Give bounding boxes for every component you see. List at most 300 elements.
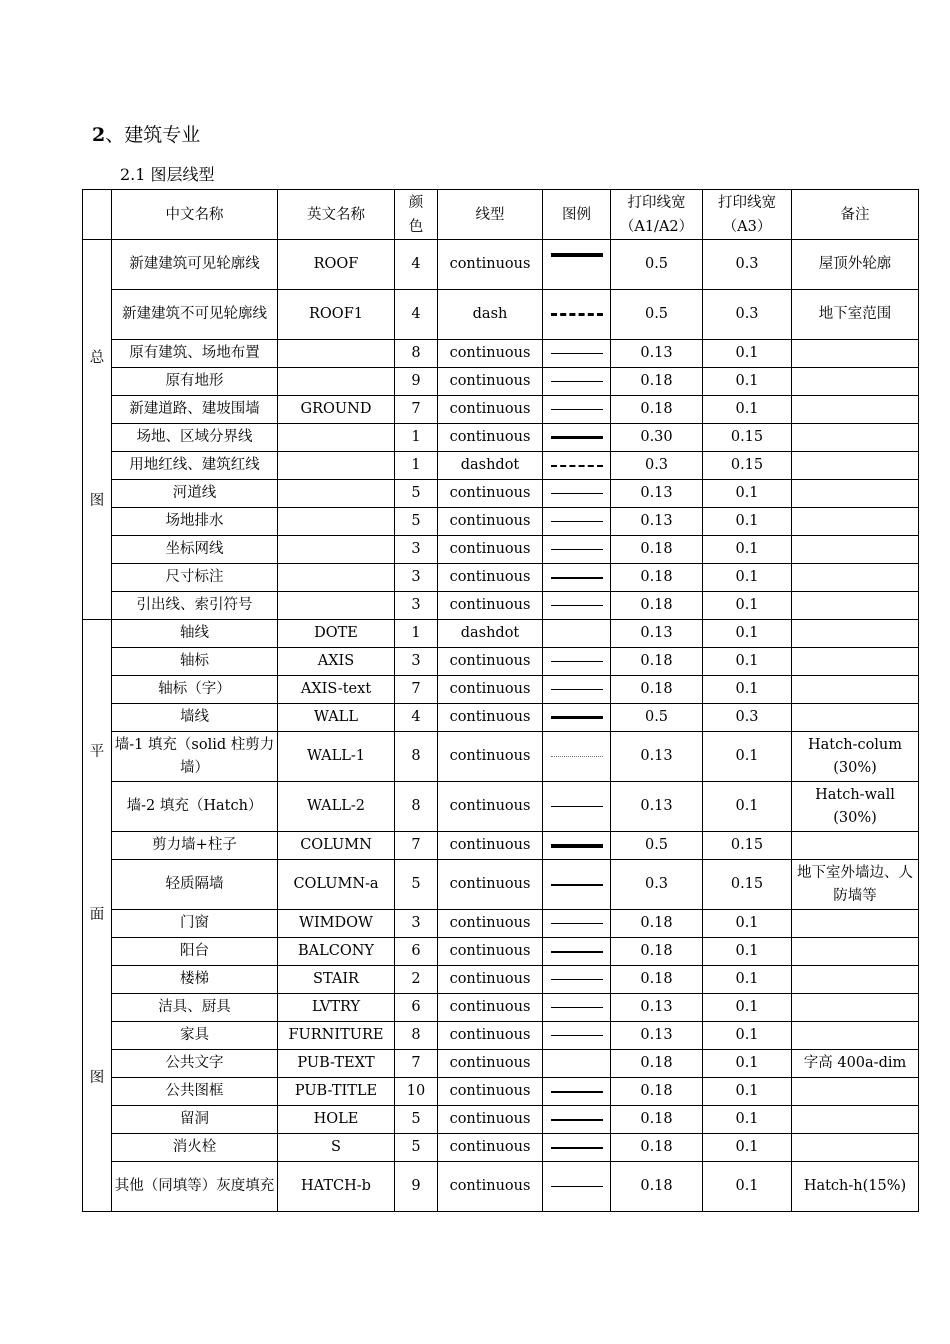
subsection-heading: 2.1 图层线型 [120, 165, 215, 184]
cell-legend [543, 910, 611, 938]
table-row [83, 1078, 919, 1106]
cell-legend [543, 832, 611, 860]
cell-note [792, 620, 919, 648]
cell-cn-name: 门窗 [112, 910, 278, 938]
cell-cn-name: 轴标 [112, 648, 278, 676]
cell-print-a1: 0.5 [611, 240, 703, 290]
cell-print-a1: 0.5 [611, 832, 703, 860]
cell-linetype: continuous [438, 648, 543, 676]
cell-cn-name: 轴标（字） [112, 676, 278, 704]
cell-print-a1: 0.18 [611, 1078, 703, 1106]
cell-linetype: continuous [438, 1078, 543, 1106]
cell-print-a1: 0.18 [611, 1162, 703, 1212]
table-row [83, 1050, 919, 1078]
cell-linetype: continuous [438, 966, 543, 994]
table-row [83, 1134, 919, 1162]
cell-linetype: continuous [438, 340, 543, 368]
cell-linetype: continuous [438, 704, 543, 732]
cell-linetype: continuous [438, 240, 543, 290]
cell-color: 6 [395, 994, 438, 1022]
cell-en-name: HATCH-b [278, 1162, 395, 1212]
cell-en-name: STAIR [278, 966, 395, 994]
legend-line-sample [551, 381, 603, 382]
cell-linetype: dash [438, 290, 543, 340]
group-label-char: 平 [89, 744, 105, 760]
cell-legend [543, 676, 611, 704]
cell-legend [543, 1050, 611, 1078]
cell-en-name [278, 340, 395, 368]
cell-en-name: AXIS [278, 648, 395, 676]
cell-color: 10 [395, 1078, 438, 1106]
legend-line-sample [551, 1147, 603, 1149]
cell-color: 7 [395, 832, 438, 860]
cell-cn-name: 墙-1 填充（solid 柱剪力墙） [112, 732, 278, 782]
legend-line-sample [551, 716, 603, 719]
cell-print-a1: 0.18 [611, 564, 703, 592]
cell-print-a3: 0.15 [703, 860, 792, 910]
header-cn-name: 中文名称 [112, 190, 278, 240]
legend-line-sample [551, 951, 603, 953]
cell-print-a1: 0.18 [611, 592, 703, 620]
cell-note: Hatch-colum (30%) [792, 732, 919, 782]
cell-color: 1 [395, 620, 438, 648]
cell-legend [543, 620, 611, 648]
cell-color: 5 [395, 1134, 438, 1162]
cell-print-a3: 0.1 [703, 1050, 792, 1078]
cell-print-a3: 0.1 [703, 732, 792, 782]
cell-cn-name: 轴线 [112, 620, 278, 648]
cell-en-name [278, 424, 395, 452]
cell-linetype: continuous [438, 480, 543, 508]
cell-color: 1 [395, 452, 438, 480]
header-group [83, 190, 112, 240]
cell-print-a1: 0.18 [611, 938, 703, 966]
section-heading [92, 122, 200, 148]
cell-en-name [278, 508, 395, 536]
cell-color: 8 [395, 1022, 438, 1050]
cell-linetype: continuous [438, 1134, 543, 1162]
cell-linetype: continuous [438, 782, 543, 832]
cell-print-a3: 0.3 [703, 704, 792, 732]
cell-print-a3: 0.15 [703, 424, 792, 452]
cell-legend [543, 290, 611, 340]
table-row [83, 832, 919, 860]
table-row [83, 704, 919, 732]
header-print-a1 [611, 190, 703, 240]
table-row [83, 1162, 919, 1212]
cell-color: 6 [395, 938, 438, 966]
table-row [83, 396, 919, 424]
cell-print-a3: 0.1 [703, 994, 792, 1022]
table-row [83, 966, 919, 994]
cell-linetype: continuous [438, 592, 543, 620]
cell-linetype: continuous [438, 396, 543, 424]
cell-en-name [278, 368, 395, 396]
legend-line-sample [551, 1007, 603, 1008]
cell-print-a1: 0.18 [611, 1106, 703, 1134]
cell-en-name: COLUMN-a [278, 860, 395, 910]
table-row [83, 592, 919, 620]
cell-legend [543, 592, 611, 620]
table-row [83, 480, 919, 508]
cell-print-a1: 0.13 [611, 1022, 703, 1050]
header-print-a3-line2: （A3） [722, 218, 772, 235]
cell-cn-name: 新建建筑不可见轮廓线 [112, 290, 278, 340]
cell-cn-name: 尺寸标注 [112, 564, 278, 592]
legend-line-sample [551, 436, 603, 439]
cell-print-a1: 0.18 [611, 1050, 703, 1078]
cell-print-a1: 0.18 [611, 536, 703, 564]
legend-line-sample [551, 605, 603, 606]
header-print-a3-line1: 打印线宽 [718, 194, 776, 211]
table-row [83, 782, 919, 832]
cell-en-name: WALL-2 [278, 782, 395, 832]
cell-note [792, 396, 919, 424]
cell-note [792, 1078, 919, 1106]
table-row [83, 240, 919, 290]
cell-linetype: dashdot [438, 452, 543, 480]
legend-line-sample [551, 313, 603, 316]
cell-note: 屋顶外轮廓 [792, 240, 919, 290]
cell-print-a3: 0.1 [703, 1078, 792, 1106]
cell-en-name: ROOF [278, 240, 395, 290]
cell-note [792, 910, 919, 938]
cell-cn-name: 其他（同填等）灰度填充 [112, 1162, 278, 1212]
table-body [83, 240, 919, 1212]
cell-note [792, 452, 919, 480]
table-row [83, 732, 919, 782]
cell-legend [543, 452, 611, 480]
cell-legend [543, 994, 611, 1022]
section-title: 、建筑专业 [105, 124, 201, 146]
cell-note [792, 1106, 919, 1134]
table-row [83, 860, 919, 910]
cell-linetype: continuous [438, 368, 543, 396]
cell-print-a1: 0.13 [611, 508, 703, 536]
cell-print-a1: 0.13 [611, 782, 703, 832]
cell-legend [543, 368, 611, 396]
cell-note [792, 536, 919, 564]
cell-cn-name: 公共图框 [112, 1078, 278, 1106]
cell-print-a3: 0.1 [703, 592, 792, 620]
cell-note [792, 340, 919, 368]
cell-color: 5 [395, 480, 438, 508]
cell-print-a3: 0.1 [703, 1134, 792, 1162]
cell-print-a3: 0.1 [703, 536, 792, 564]
table-row [83, 290, 919, 340]
cell-print-a3: 0.1 [703, 396, 792, 424]
cell-linetype: continuous [438, 732, 543, 782]
cell-cn-name: 公共文字 [112, 1050, 278, 1078]
cell-en-name: PUB-TEXT [278, 1050, 395, 1078]
legend-line-sample [551, 884, 603, 886]
cell-note: Hatch-wall (30%) [792, 782, 919, 832]
header-note: 备注 [792, 190, 919, 240]
cell-print-a3: 0.1 [703, 1162, 792, 1212]
cell-en-name: HOLE [278, 1106, 395, 1134]
cell-legend [543, 240, 611, 290]
cell-legend [543, 480, 611, 508]
cell-en-name: GROUND [278, 396, 395, 424]
cell-color: 7 [395, 1050, 438, 1078]
cell-note [792, 480, 919, 508]
cell-note [792, 508, 919, 536]
table-row [83, 452, 919, 480]
cell-en-name: AXIS-text [278, 676, 395, 704]
cell-linetype: dashdot [438, 620, 543, 648]
cell-legend [543, 424, 611, 452]
cell-cn-name: 消火栓 [112, 1134, 278, 1162]
cell-color: 7 [395, 396, 438, 424]
cell-note [792, 648, 919, 676]
cell-color: 5 [395, 1106, 438, 1134]
cell-note [792, 938, 919, 966]
cell-print-a1: 0.3 [611, 452, 703, 480]
cell-note [792, 1134, 919, 1162]
cell-color: 5 [395, 860, 438, 910]
table-row [83, 1106, 919, 1134]
table-row [83, 424, 919, 452]
cell-print-a3: 0.1 [703, 966, 792, 994]
cell-color: 3 [395, 648, 438, 676]
table-row [83, 1022, 919, 1050]
cell-legend [543, 340, 611, 368]
cell-print-a1: 0.5 [611, 704, 703, 732]
section-number: 2 [92, 124, 106, 146]
legend-line-sample [551, 353, 603, 354]
legend-line-sample [551, 844, 603, 848]
cell-color: 3 [395, 592, 438, 620]
cell-en-name: WALL [278, 704, 395, 732]
cell-print-a1: 0.30 [611, 424, 703, 452]
table-row [83, 564, 919, 592]
cell-print-a1: 0.5 [611, 290, 703, 340]
cell-cn-name: 河道线 [112, 480, 278, 508]
table-row [83, 938, 919, 966]
cell-color: 4 [395, 704, 438, 732]
cell-print-a3: 0.1 [703, 368, 792, 396]
cell-note [792, 368, 919, 396]
legend-line-sample [551, 1091, 603, 1093]
cell-linetype: continuous [438, 508, 543, 536]
cell-print-a3: 0.1 [703, 938, 792, 966]
cell-print-a3: 0.1 [703, 1022, 792, 1050]
legend-line-sample [551, 689, 603, 690]
layer-linetype-table [82, 189, 919, 1212]
cell-cn-name: 新建道路、建坡围墙 [112, 396, 278, 424]
cell-cn-name: 轻质隔墙 [112, 860, 278, 910]
cell-legend [543, 1134, 611, 1162]
cell-color: 8 [395, 340, 438, 368]
cell-note [792, 1022, 919, 1050]
group-label-char: 总 [89, 349, 105, 366]
cell-color: 9 [395, 1162, 438, 1212]
cell-en-name [278, 480, 395, 508]
cell-linetype: continuous [438, 994, 543, 1022]
legend-line-sample [551, 465, 603, 467]
cell-print-a3: 0.1 [703, 782, 792, 832]
cell-en-name: PUB-TITLE [278, 1078, 395, 1106]
cell-cn-name: 洁具、厨具 [112, 994, 278, 1022]
cell-linetype: continuous [438, 1162, 543, 1212]
cell-legend [543, 396, 611, 424]
header-print-a3 [703, 190, 792, 240]
cell-note [792, 994, 919, 1022]
group-label-char: 面 [89, 907, 105, 923]
cell-print-a1: 0.13 [611, 994, 703, 1022]
cell-legend [543, 1162, 611, 1212]
cell-legend [543, 966, 611, 994]
cell-color: 7 [395, 676, 438, 704]
legend-line-sample [551, 1119, 603, 1121]
cell-cn-name: 坐标网线 [112, 536, 278, 564]
cell-linetype: continuous [438, 1022, 543, 1050]
cell-cn-name: 楼梯 [112, 966, 278, 994]
cell-cn-name: 引出线、索引符号 [112, 592, 278, 620]
cell-linetype: continuous [438, 536, 543, 564]
cell-print-a3: 0.3 [703, 290, 792, 340]
legend-line-sample [551, 253, 603, 257]
cell-print-a1: 0.18 [611, 910, 703, 938]
cell-legend [543, 564, 611, 592]
table-row [83, 994, 919, 1022]
cell-en-name: WIMDOW [278, 910, 395, 938]
header-linetype: 线型 [438, 190, 543, 240]
cell-print-a3: 0.1 [703, 508, 792, 536]
cell-note: 地下室外墙边、人防墙等 [792, 860, 919, 910]
cell-print-a1: 0.18 [611, 368, 703, 396]
table-row [83, 508, 919, 536]
cell-linetype: continuous [438, 910, 543, 938]
cell-linetype: continuous [438, 676, 543, 704]
cell-legend [543, 648, 611, 676]
cell-linetype: continuous [438, 1106, 543, 1134]
cell-print-a1: 0.13 [611, 732, 703, 782]
cell-en-name [278, 536, 395, 564]
cell-en-name: WALL-1 [278, 732, 395, 782]
table-row [83, 910, 919, 938]
cell-cn-name: 阳台 [112, 938, 278, 966]
table-row [83, 536, 919, 564]
table-header-row [83, 190, 919, 240]
cell-legend [543, 1078, 611, 1106]
cell-color: 3 [395, 564, 438, 592]
legend-line-sample [551, 979, 603, 980]
cell-color: 8 [395, 782, 438, 832]
group-label [83, 240, 112, 620]
cell-legend [543, 704, 611, 732]
cell-print-a1: 0.18 [611, 1134, 703, 1162]
cell-en-name: DOTE [278, 620, 395, 648]
cell-print-a1: 0.3 [611, 860, 703, 910]
cell-note [792, 832, 919, 860]
header-en-name: 英文名称 [278, 190, 395, 240]
legend-line-sample [551, 1186, 603, 1187]
cell-note [792, 966, 919, 994]
cell-en-name: COLUMN [278, 832, 395, 860]
cell-linetype: continuous [438, 424, 543, 452]
cell-print-a3: 0.1 [703, 676, 792, 704]
cell-linetype: continuous [438, 860, 543, 910]
cell-print-a3: 0.15 [703, 832, 792, 860]
header-color [395, 190, 438, 240]
legend-line-sample [551, 923, 603, 924]
cell-print-a1: 0.18 [611, 396, 703, 424]
cell-cn-name: 场地排水 [112, 508, 278, 536]
cell-color: 3 [395, 910, 438, 938]
cell-note [792, 676, 919, 704]
cell-en-name: BALCONY [278, 938, 395, 966]
legend-line-sample [551, 549, 603, 550]
group-label-char: 图 [89, 1070, 105, 1086]
cell-cn-name: 原有建筑、场地布置 [112, 340, 278, 368]
cell-color: 3 [395, 536, 438, 564]
cell-en-name: LVTRY [278, 994, 395, 1022]
cell-print-a3: 0.1 [703, 340, 792, 368]
cell-legend [543, 782, 611, 832]
group-label-char: 图 [89, 492, 105, 509]
cell-print-a1: 0.13 [611, 480, 703, 508]
cell-cn-name: 原有地形 [112, 368, 278, 396]
cell-color: 4 [395, 290, 438, 340]
legend-line-sample [551, 577, 603, 579]
cell-color: 4 [395, 240, 438, 290]
cell-print-a1: 0.18 [611, 676, 703, 704]
cell-en-name: FURNITURE [278, 1022, 395, 1050]
cell-en-name: ROOF1 [278, 290, 395, 340]
cell-legend [543, 1022, 611, 1050]
cell-legend [543, 536, 611, 564]
cell-legend [543, 732, 611, 782]
cell-print-a1: 0.13 [611, 620, 703, 648]
legend-line-sample [551, 409, 603, 410]
legend-line-sample [551, 521, 603, 522]
cell-legend [543, 938, 611, 966]
header-print-a1-line1: 打印线宽 [627, 194, 686, 211]
cell-print-a3: 0.1 [703, 564, 792, 592]
table-row [83, 340, 919, 368]
cell-note [792, 592, 919, 620]
legend-line-sample [551, 756, 603, 757]
cell-cn-name: 用地红线、建筑红线 [112, 452, 278, 480]
legend-line-sample [551, 806, 603, 807]
cell-en-name: S [278, 1134, 395, 1162]
cell-print-a3: 0.3 [703, 240, 792, 290]
cell-print-a1: 0.18 [611, 648, 703, 676]
table-row [83, 368, 919, 396]
cell-legend [543, 860, 611, 910]
cell-print-a1: 0.13 [611, 340, 703, 368]
cell-note [792, 564, 919, 592]
header-print-a1-line2: （A1/A2） [619, 218, 694, 235]
cell-cn-name: 留洞 [112, 1106, 278, 1134]
cell-linetype: continuous [438, 564, 543, 592]
legend-line-sample [551, 1035, 603, 1036]
cell-print-a1: 0.18 [611, 966, 703, 994]
cell-linetype: continuous [438, 1050, 543, 1078]
table-row [83, 676, 919, 704]
cell-en-name [278, 564, 395, 592]
cell-en-name [278, 452, 395, 480]
cell-color: 1 [395, 424, 438, 452]
header-color-text: 颜色 [408, 194, 424, 235]
group-label [83, 620, 112, 1212]
cell-note: 地下室范围 [792, 290, 919, 340]
cell-print-a3: 0.15 [703, 452, 792, 480]
cell-note: 字高 400a-dim [792, 1050, 919, 1078]
cell-note [792, 424, 919, 452]
cell-note: Hatch-h(15%) [792, 1162, 919, 1212]
